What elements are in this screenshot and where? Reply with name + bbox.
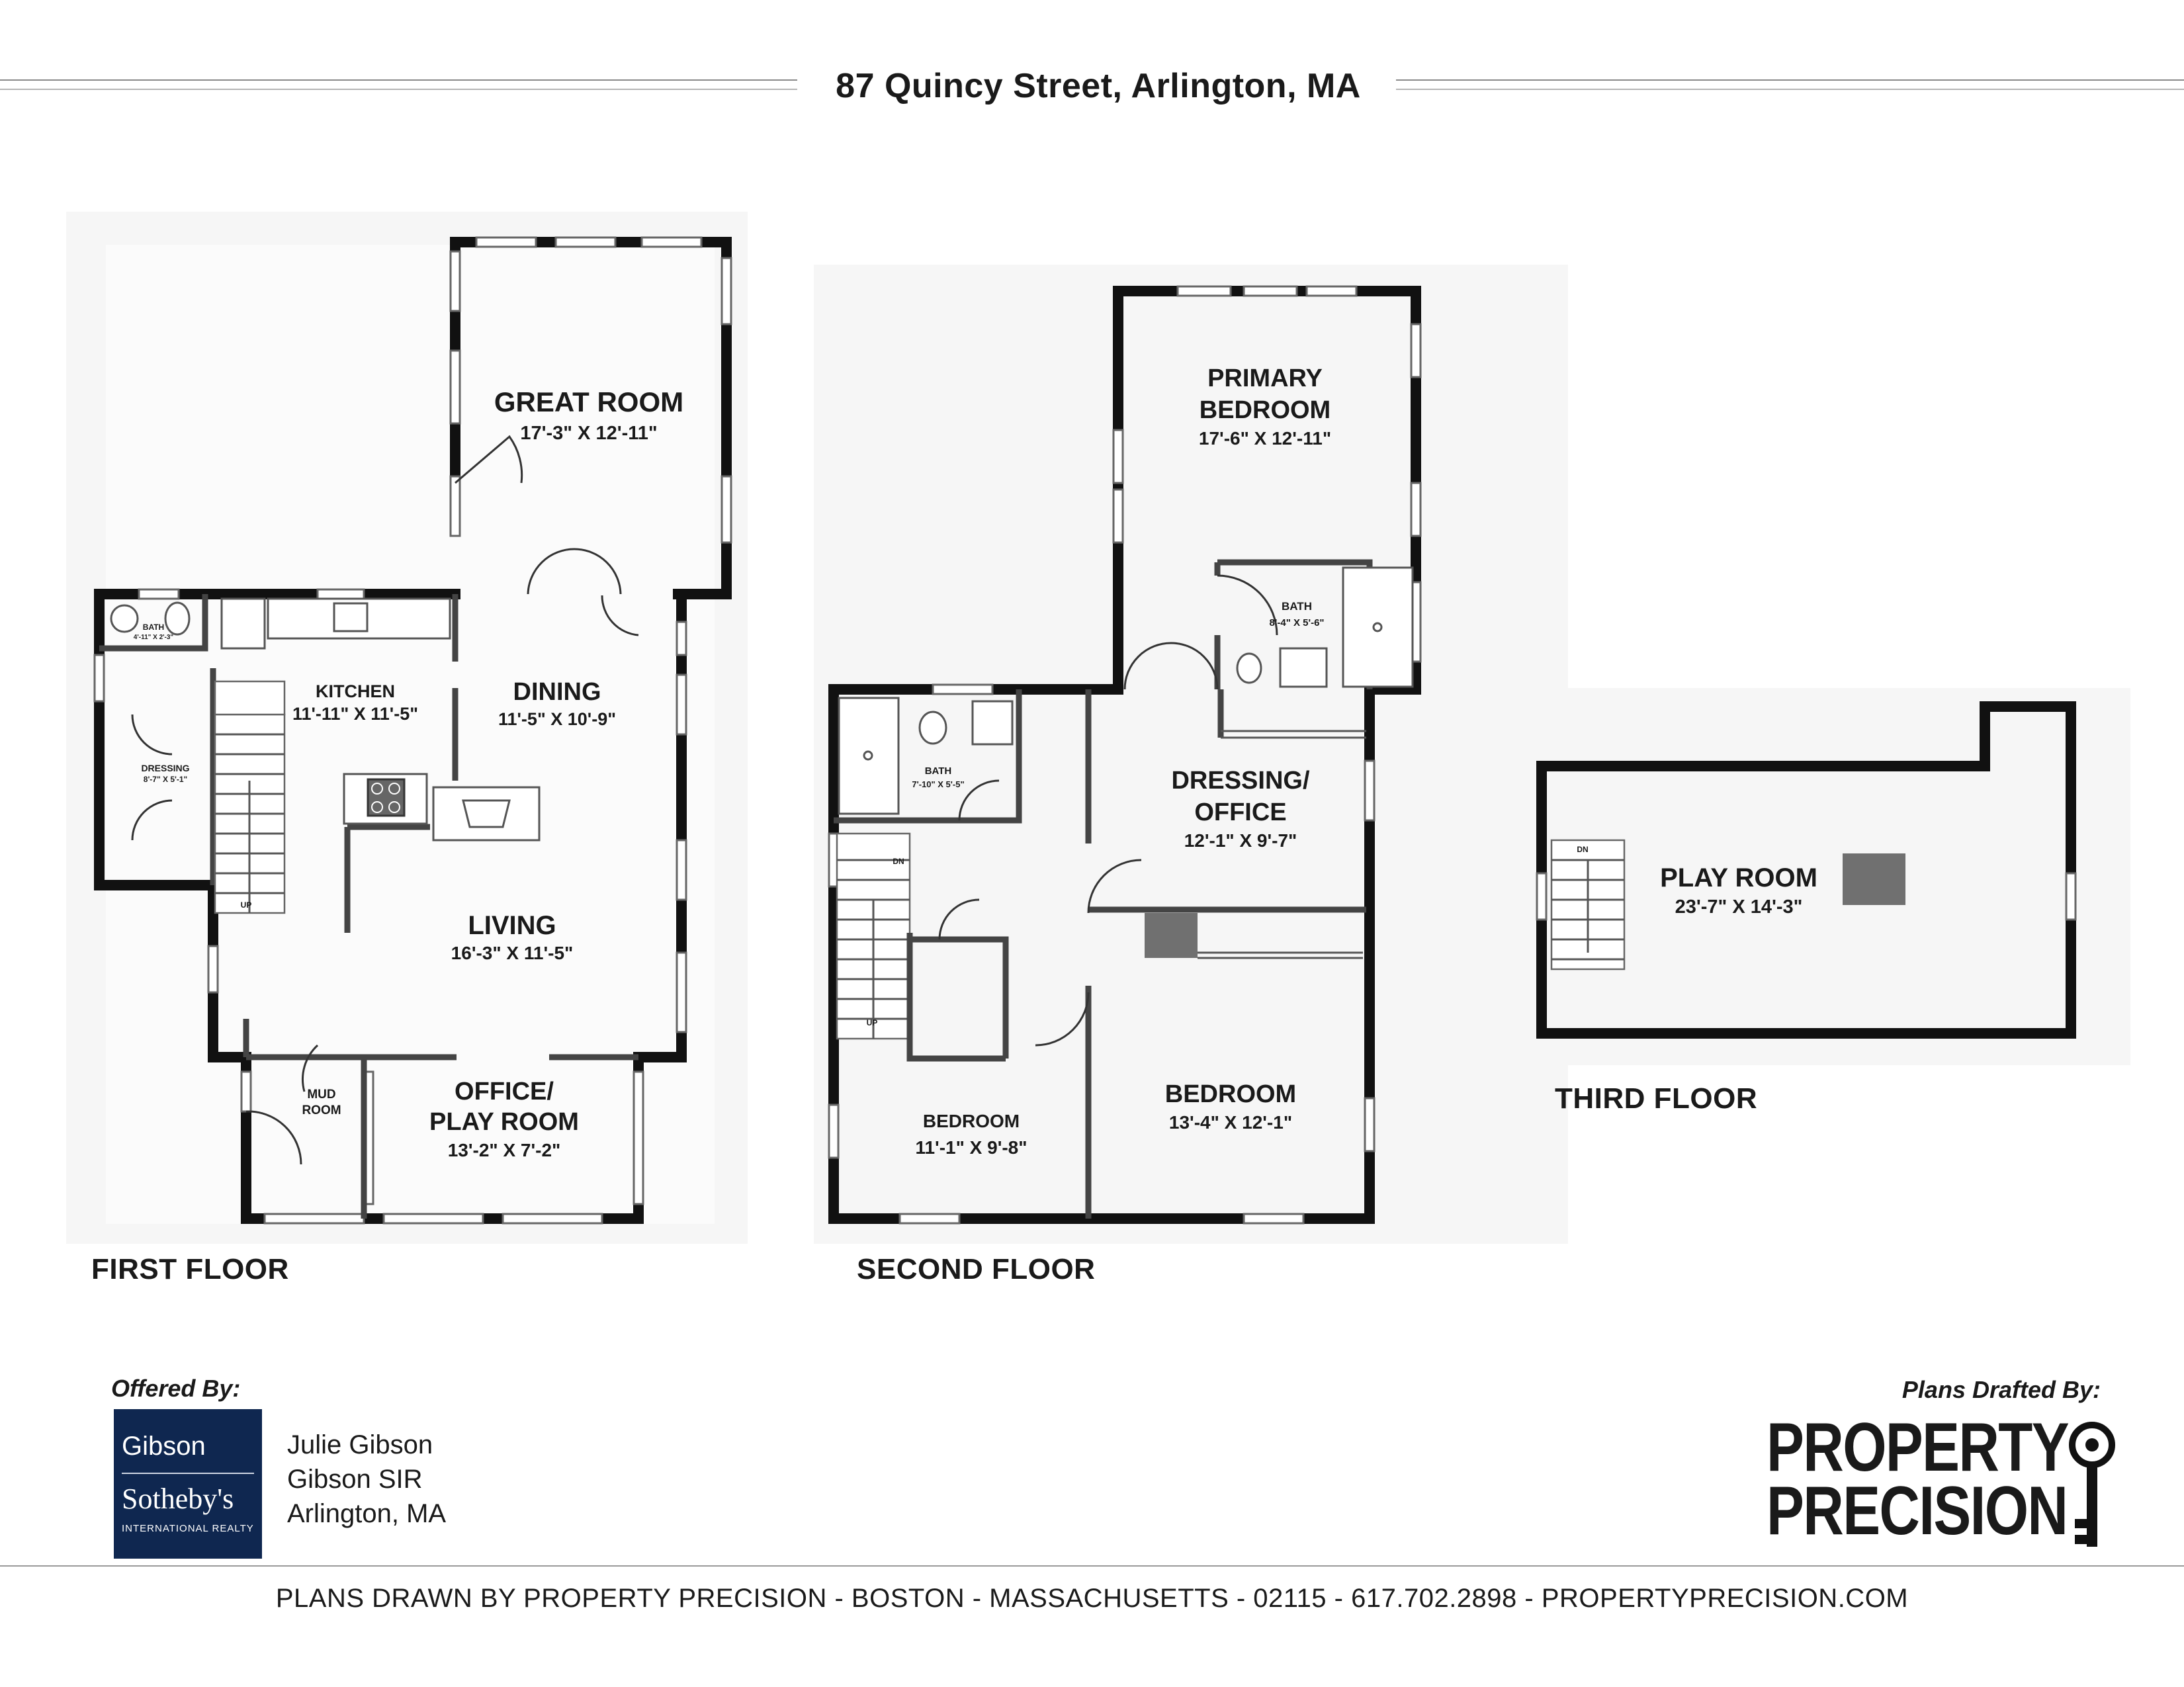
footer-rule (0, 1565, 2184, 1567)
living-window (677, 840, 686, 900)
bath-toilet (165, 603, 189, 634)
primary-bedroom-name: PRIMARY (1207, 365, 1323, 392)
office-window (634, 1072, 643, 1204)
first-bath-name: BATH (142, 623, 165, 632)
great-room-window (451, 251, 460, 311)
primary-bedroom-dims: 17'-6" X 12'-11" (1198, 428, 1332, 449)
living-window (677, 675, 686, 734)
agent-city: Arlington, MA (287, 1499, 447, 1528)
third-floor-label: THIRD FLOOR (1555, 1082, 1758, 1115)
bath-sink (111, 605, 138, 632)
bath-vanity (973, 701, 1012, 744)
key-icon (2066, 1420, 2118, 1552)
mud-room-name: MUD (307, 1088, 336, 1102)
office-dims: 13'-2" X 7'-2" (447, 1140, 561, 1160)
drafted-by-label: Plans Drafted By: (1901, 1376, 2101, 1403)
agent-name: Julie Gibson (287, 1430, 433, 1459)
logo-divider (122, 1473, 254, 1474)
mud-room-name-2: ROOM (302, 1103, 341, 1117)
bedroom-window (1244, 1214, 1303, 1223)
office-name: OFFICE/ (455, 1078, 554, 1105)
mud-room-window (241, 1072, 251, 1111)
dining-window (677, 622, 686, 655)
logo-text-line1: PROPERTY (1767, 1409, 2069, 1486)
logo-line2: Sotheby's (122, 1483, 234, 1515)
bedroom-name: BEDROOM (1164, 1080, 1297, 1108)
dining-name: DINING (513, 678, 601, 706)
small-bedroom-dims: 11'-1" X 9'-8" (915, 1137, 1027, 1158)
agent-office: Gibson SIR (287, 1465, 423, 1494)
great-room-window (722, 476, 731, 542)
play-room-dims: 23'-7" X 14'-3" (1675, 896, 1803, 918)
small-bedroom-name: BEDROOM (922, 1111, 1020, 1131)
bath-window (933, 685, 992, 694)
first-bath-dims: 4'-11" X 2'-3" (133, 634, 174, 641)
first-stair-up: UP (240, 900, 252, 910)
first-floor-stair-landing (215, 681, 284, 714)
office-window (384, 1214, 483, 1223)
logo-text-line2: PRECISION (1767, 1473, 2068, 1549)
primary-bedroom-name-2: BEDROOM (1199, 396, 1331, 424)
dressing-office-window (1365, 761, 1374, 820)
play-room-name: PLAY ROOM (1660, 863, 1817, 892)
chimney (1843, 853, 1905, 905)
great-room-window (642, 238, 701, 247)
dressing-dims: 8'-7" X 5'-1" (143, 775, 188, 784)
kitchen-fridge (222, 599, 265, 648)
primary-bath-dims: 8'-4" X 5'-6" (1269, 617, 1325, 628)
great-room-name: GREAT ROOM (494, 386, 684, 417)
kitchen-dims: 11'-11" X 11'-5" (292, 704, 419, 724)
second-stair-up: UP (866, 1018, 878, 1027)
dressing-office-name-2: OFFICE (1194, 799, 1287, 826)
bedroom-small-window (829, 1105, 838, 1158)
third-floor-window (1537, 873, 1546, 920)
bath-toilet (920, 712, 946, 744)
dressing-office-name: DRESSING/ (1171, 767, 1310, 795)
shower-drain (1374, 623, 1381, 631)
dressing-office-dims: 12'-1" X 9'-7" (1184, 830, 1297, 851)
living-dims: 16'-3" X 11'-5" (451, 943, 574, 963)
kitchen-window (318, 589, 364, 599)
bedroom-dims: 13'-4" X 12'-1" (1168, 1112, 1293, 1133)
primary-bath-name: BATH (1282, 600, 1312, 613)
primary-window (1178, 286, 1231, 296)
great-room-window (722, 258, 731, 324)
gibson-sothebys-logo[interactable] (114, 1409, 262, 1559)
office-window (265, 1214, 364, 1223)
great-room-window (476, 238, 536, 247)
second-stair-dn: DN (893, 857, 904, 866)
primary-window (1307, 286, 1356, 296)
primary-window (1411, 324, 1420, 377)
primary-vanity (1280, 648, 1327, 687)
office-window (503, 1214, 602, 1223)
fireplace (433, 787, 539, 840)
living-window (677, 953, 686, 1032)
footer-contact: PLANS DRAWN BY PROPERTY PRECISION - BOSTON - MASSACHUSETTS - 02115 - 617.702.2898 - PROPERTYPRECISION.COM (275, 1584, 1909, 1613)
kitchen-sink (334, 603, 367, 631)
logo-line3: INTERNATIONAL REALTY (122, 1523, 254, 1534)
dressing-name: DRESSING (141, 763, 190, 773)
bedroom-window (1365, 1098, 1374, 1151)
office-name-2: PLAY ROOM (429, 1108, 579, 1136)
primary-window (1244, 286, 1297, 296)
living-window (208, 946, 218, 992)
primary-window (1114, 490, 1123, 542)
property-address: 87 Quincy Street, Arlington, MA (836, 67, 1361, 105)
offered-by-label: Offered By: (111, 1375, 241, 1402)
dining-dims: 11'-5" X 10'-9" (498, 709, 617, 729)
third-floor-window (2066, 873, 2075, 920)
primary-toilet (1237, 654, 1261, 683)
living-name: LIVING (468, 911, 556, 940)
great-room-window (556, 238, 615, 247)
first-floor-label: FIRST FLOOR (91, 1253, 289, 1285)
second-bath-dims: 7'-10" X 5'-5" (912, 779, 965, 789)
third-stair-dn: DN (1577, 845, 1589, 854)
great-room-window (451, 351, 460, 423)
great-room-window (451, 476, 460, 536)
kitchen-name: KITCHEN (316, 681, 395, 701)
great-room-dims: 17'-3" X 12'-11" (520, 423, 658, 444)
second-bath-name: BATH (924, 765, 952, 777)
primary-window (1114, 430, 1123, 483)
bath-window (139, 589, 179, 599)
primary-window (1411, 483, 1420, 536)
chimney (1145, 913, 1198, 958)
logo-line1: Gibson (122, 1432, 206, 1461)
second-floor-label: SECOND FLOOR (857, 1253, 1096, 1285)
tub-drain (864, 752, 872, 759)
bedroom-small-window (900, 1214, 959, 1223)
dressing-window (95, 655, 104, 701)
